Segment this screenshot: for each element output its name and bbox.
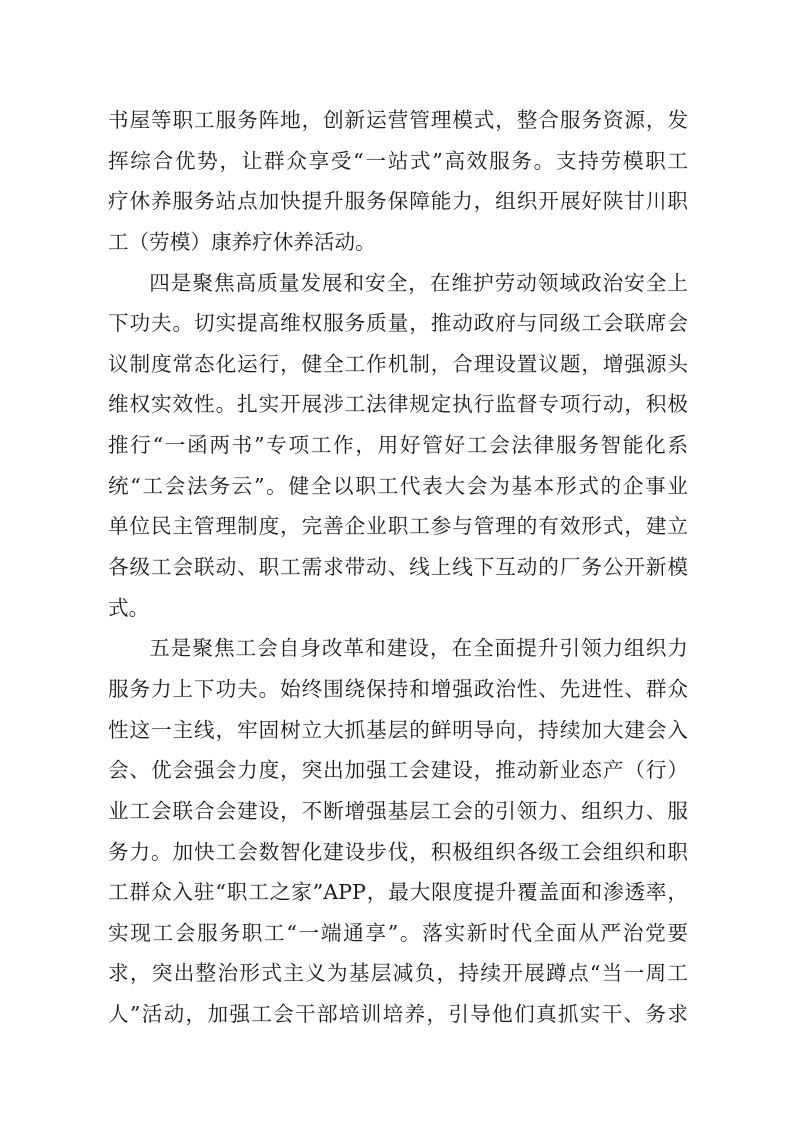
- paragraph-1-line-2: 挥综合优势，让群众享受“一站式”高效服务。支持劳模职工: [108, 148, 688, 173]
- paragraph-3-line-2: 服务力上下功夫。始终围绕保持和增强政治性、先进性、群众: [108, 676, 688, 701]
- paragraph-2-line-1: 四是聚焦高质量发展和安全，在维护劳动领域政治安全上: [149, 270, 688, 295]
- paragraph-2-line-7: 单位民主管理制度，完善企业职工参与管理的有效形式，建立: [108, 514, 688, 539]
- paragraph-1-line-3: 疗休养服务站点加快提升服务保障能力，组织开展好陕甘川职: [108, 189, 688, 214]
- paragraph-1-line-4: 工（劳模）康养疗休养活动。: [108, 229, 376, 254]
- paragraph-3-line-5: 业工会联合会建设，不断增强基层工会的引领力、组织力、服: [108, 798, 688, 823]
- paragraph-2-line-5: 推行“一函两书”专项工作，用好管好工会法律服务智能化系: [108, 433, 688, 458]
- paragraph-3-line-7: 工群众入驻“职工之家”APP，最大限度提升覆盖面和渗透率，: [108, 880, 688, 905]
- paragraph-3-line-4: 会、优会强会力度，突出加强工会建设，推动新业态产（行）: [108, 758, 688, 783]
- paragraph-3-line-6: 务力。加快工会数智化建设步伐，积极组织各级工会组织和职: [108, 839, 688, 864]
- paragraph-2-line-6: 统“工会法务云”。健全以职工代表大会为基本形式的企事业: [108, 473, 688, 498]
- paragraph-3-line-3: 性这一主线，牢固树立大抓基层的鲜明导向，持续加大建会入: [108, 717, 688, 742]
- paragraph-2-line-8: 各级工会联动、职工需求带动、线上线下互动的厂务公开新模: [108, 555, 688, 580]
- paragraph-1-line-1: 书屋等职工服务阵地，创新运营管理模式，整合服务资源，发: [108, 108, 688, 132]
- paragraph-2-line-2: 下功夫。切实提高维权服务质量，推动政府与同级工会联席会: [108, 311, 688, 336]
- document-body: [108, 100, 688, 1035]
- paragraph-2-line-3: 议制度常态化运行，健全工作机制，合理设置议题，增强源头: [108, 351, 688, 376]
- paragraph-3-line-1: 五是聚焦工会自身改革和建设，在全面提升引领力组织力: [149, 636, 688, 661]
- paragraph-2-line-4: 维权实效性。扎实开展涉工法律规定执行监督专项行动，积极: [108, 392, 688, 417]
- paragraph-3-line-10: 人”活动，加强工会干部培训培养，引导他们真抓实干、务求: [108, 1002, 688, 1027]
- paragraph-3-line-9: 求，突出整治形式主义为基层减负，持续开展蹲点“当一周工: [108, 961, 688, 986]
- paragraph-3-line-8: 实现工会服务职工“一端通享”。落实新时代全面从严治党要: [108, 920, 688, 945]
- paragraph-2-line-9: 式。: [108, 595, 150, 620]
